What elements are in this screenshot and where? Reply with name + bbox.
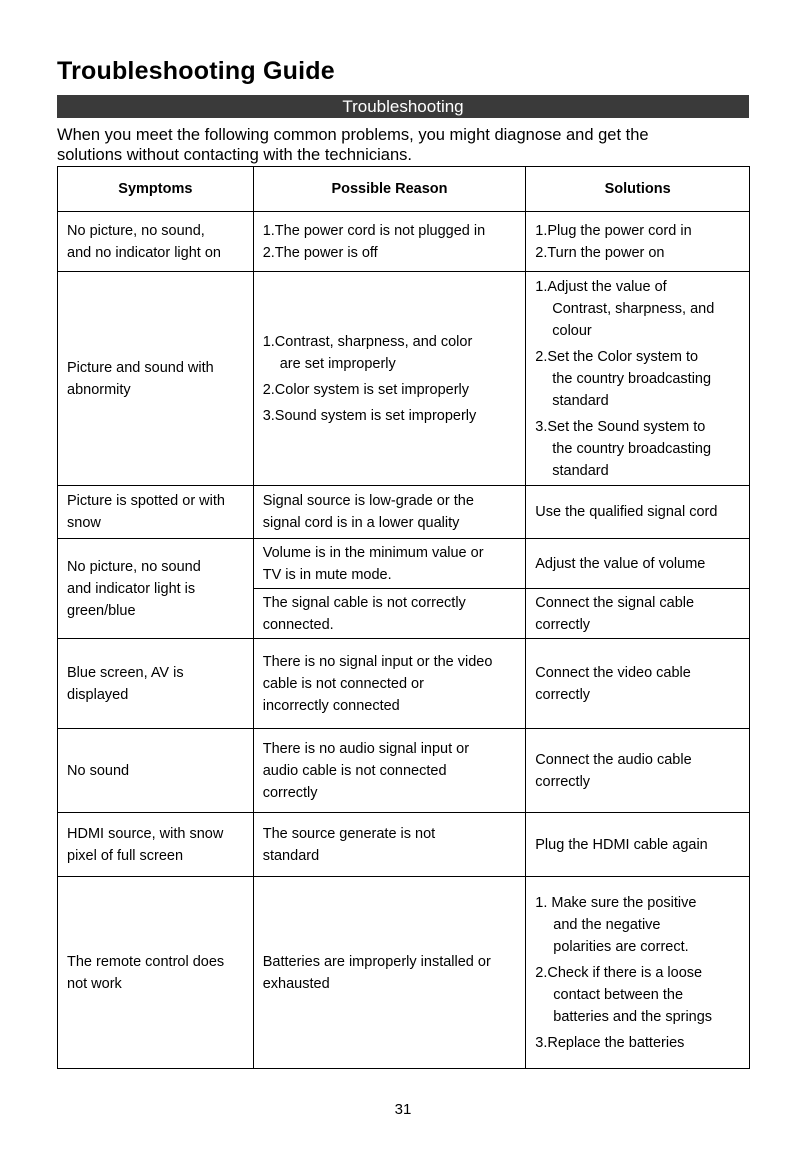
- cell-line: Picture and sound with: [67, 359, 214, 376]
- header-solutions: Solutions: [526, 167, 750, 212]
- cell-line: 1.The power cord is not plugged in: [262, 222, 486, 239]
- cell-line: Connect the video cable: [535, 664, 691, 681]
- cell-line: connected.: [262, 616, 334, 633]
- reason-cell: [253, 877, 526, 1069]
- symptom-cell: [58, 486, 254, 539]
- solution-cell: [526, 877, 750, 1069]
- cell-line: 2.The power is off: [262, 244, 378, 261]
- cell-line: TV is in mute mode.: [262, 566, 392, 583]
- cell-line: No picture, no sound,: [67, 222, 205, 239]
- table-row: [58, 729, 750, 813]
- cell-line: incorrectly connected: [262, 697, 400, 714]
- table-row: [58, 212, 750, 272]
- cell-line: Connect the audio cable: [535, 751, 692, 768]
- cell-line: 1.Adjust the value of: [535, 278, 667, 295]
- reason-cell: [253, 272, 526, 486]
- solution-cell: [526, 639, 750, 729]
- cell-line: No sound: [67, 762, 130, 779]
- reason-cell: [253, 813, 526, 877]
- page-title: Troubleshooting Guide: [57, 57, 335, 85]
- reason-cell: [253, 539, 526, 589]
- cell-line: and no indicator light on: [67, 244, 221, 261]
- cell-line: No picture, no sound: [67, 558, 201, 575]
- header-symptoms: Symptoms: [58, 167, 254, 212]
- cell-line: 1.Plug the power cord in: [535, 222, 692, 239]
- solution-cell: [526, 813, 750, 877]
- table-row: [58, 639, 750, 729]
- cell-line: The source generate is not: [262, 825, 436, 842]
- symptom-cell: [58, 813, 254, 877]
- cell-line: Volume is in the minimum value or: [262, 544, 484, 561]
- cell-line: batteries and the springs: [553, 1008, 713, 1025]
- reason-cell: [253, 212, 526, 272]
- cell-line: correctly: [535, 616, 591, 633]
- reason-cell: [253, 589, 526, 639]
- solution-cell: [526, 486, 750, 539]
- table-row: [58, 813, 750, 877]
- cell-line: 1.Contrast, sharpness, and color: [262, 333, 473, 350]
- header-possible-reason: Possible Reason: [253, 167, 526, 212]
- cell-line: Adjust the value of volume: [535, 555, 706, 572]
- intro-line: When you meet the following common problems, you might diagnose and get the: [57, 126, 649, 144]
- cell-line: 2.Set the Color system to: [535, 348, 699, 365]
- solution-cell: [526, 212, 750, 272]
- page-number: 31: [394, 1101, 412, 1118]
- symptom-cell: [58, 729, 254, 813]
- symptom-cell: [58, 272, 254, 486]
- intro-line: solutions without contacting with the technicians.: [57, 146, 412, 164]
- cell-line: cable is not connected or: [262, 675, 424, 692]
- cell-line: The remote control does: [67, 953, 225, 970]
- symptom-cell: [58, 639, 254, 729]
- section-bar: Troubleshooting: [57, 95, 749, 118]
- cell-line: exhausted: [262, 975, 330, 992]
- table-row: [58, 877, 750, 1069]
- cell-line: 1. Make sure the positive: [535, 894, 697, 911]
- cell-line: Plug the HDMI cable again: [535, 836, 708, 853]
- cell-line: correctly: [535, 773, 591, 790]
- cell-line: The signal cable is not correctly: [262, 594, 466, 611]
- solution-cell: [526, 589, 750, 639]
- cell-line: There is no audio signal input or: [262, 740, 470, 757]
- cell-line: pixel of full screen: [67, 847, 184, 864]
- cell-line: 3.Sound system is set improperly: [262, 407, 477, 424]
- cell-line: audio cable is not connected: [262, 762, 447, 779]
- cell-line: Blue screen, AV is: [67, 664, 184, 681]
- cell-line: polarities are correct.: [553, 938, 689, 955]
- reason-cell: [253, 486, 526, 539]
- table-row: [58, 539, 750, 589]
- cell-line: 3.Set the Sound system to: [535, 418, 706, 435]
- cell-line: standard: [262, 847, 320, 864]
- reason-cell: [253, 639, 526, 729]
- symptom-cell: [58, 539, 254, 639]
- cell-line: Contrast, sharpness, and: [552, 300, 715, 317]
- cell-line: Connect the signal cable: [535, 594, 695, 611]
- cell-line: Use the qualified signal cord: [535, 504, 718, 520]
- cell-line: 2.Check if there is a loose: [535, 964, 703, 981]
- table-header-row: [58, 167, 750, 212]
- cell-line: 3.Replace the batteries: [535, 1034, 685, 1051]
- cell-line: There is no signal input or the video: [262, 653, 493, 670]
- cell-line: 2.Turn the power on: [535, 244, 665, 261]
- cell-line: and the negative: [553, 916, 661, 933]
- solution-cell: [526, 729, 750, 813]
- cell-line: the country broadcasting: [552, 440, 712, 457]
- solution-cell: [526, 539, 750, 589]
- cell-line: Signal source is low-grade or the: [262, 493, 474, 509]
- cell-line: green/blue: [67, 602, 136, 619]
- cell-line: snow: [67, 515, 101, 531]
- reason-cell: [253, 729, 526, 813]
- cell-line: correctly: [262, 784, 318, 801]
- cell-line: Picture is spotted or with: [67, 493, 225, 509]
- cell-line: contact between the: [553, 986, 684, 1003]
- cell-line: and indicator light is: [67, 580, 196, 597]
- cell-line: 2.Color system is set improperly: [262, 381, 469, 398]
- cell-line: correctly: [535, 686, 591, 703]
- troubleshooting-table: [57, 166, 750, 1069]
- cell-line: are set improperly: [279, 355, 396, 372]
- cell-line: abnormity: [67, 381, 131, 398]
- symptom-cell: [58, 877, 254, 1069]
- intro-text: [57, 125, 757, 165]
- cell-line: displayed: [67, 686, 129, 703]
- table-row: [58, 486, 750, 539]
- cell-line: standard: [552, 392, 609, 409]
- cell-line: Batteries are improperly installed or: [262, 953, 491, 970]
- cell-line: signal cord is in a lower quality: [262, 515, 460, 531]
- cell-line: colour: [552, 322, 592, 339]
- cell-line: standard: [552, 462, 609, 479]
- symptom-cell: [58, 212, 254, 272]
- cell-line: the country broadcasting: [552, 370, 712, 387]
- table-row: [58, 272, 750, 486]
- solution-cell: [526, 272, 750, 486]
- cell-line: HDMI source, with snow: [67, 825, 224, 842]
- cell-line: not work: [67, 975, 122, 992]
